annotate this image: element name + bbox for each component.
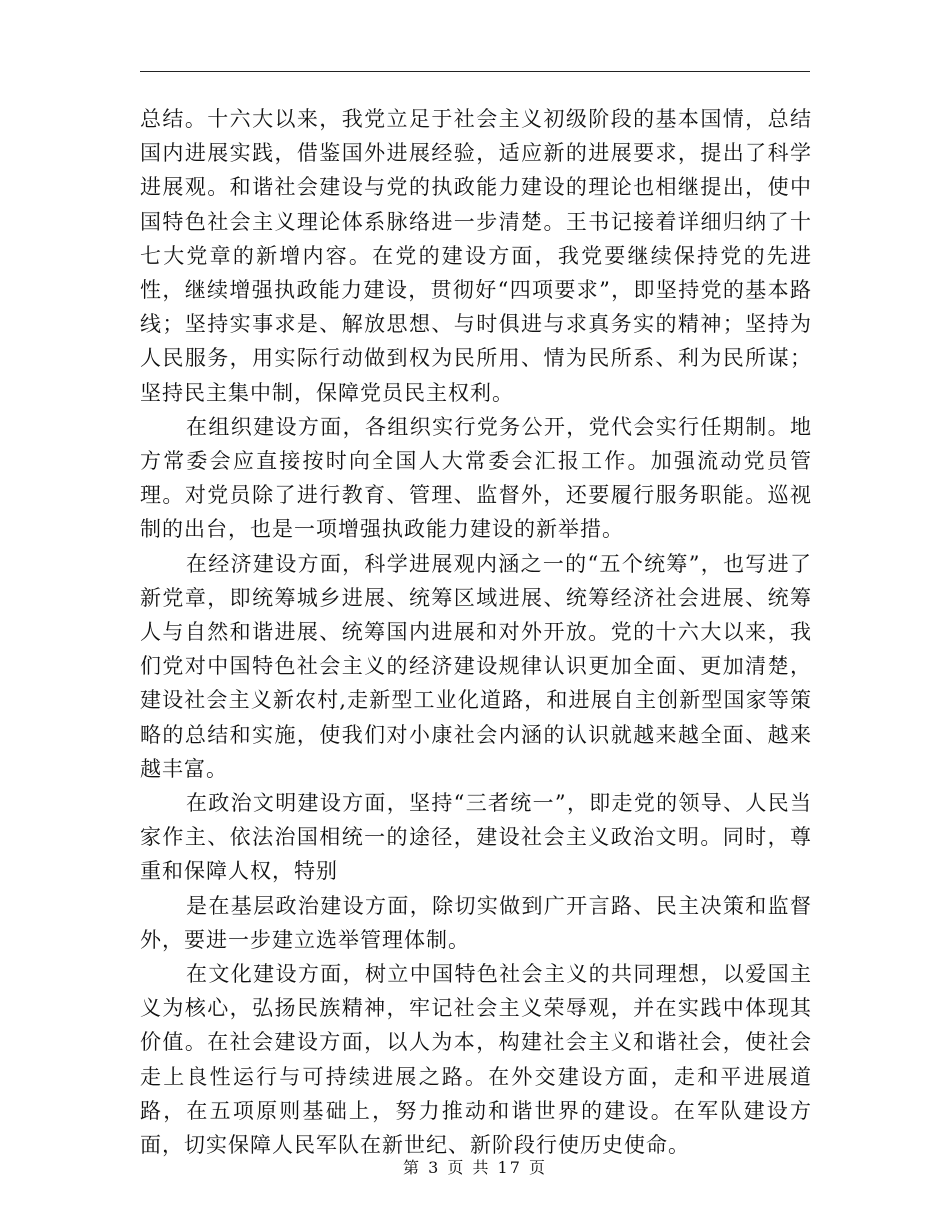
page-number: 第 3 页 共 17 页 <box>403 1158 547 1177</box>
body-text <box>140 102 812 1162</box>
paragraph-5: 是在基层政治建设方面，除切实做到广开言路、民主决策和监督外，要进一步建立选举管理体制。 <box>140 893 812 952</box>
paragraph-1: 总结。十六大以来，我党立足于社会主义初级阶段的基本国情，总结国内进展实践，借鉴国外进展经验，适应新的进展要求，提出了科学进展观。和谐社会建设与党的执政能力建设的理论也相继提出，使中国特色社会主义理论体系脉络进一步清楚。王书记接着详细归纳了十七大党章的新增内容。在党的建设方面，我党要继续保持党的先进性，继续增强执政能力建设，贯彻好“四项要求”，即坚持党的基本路线；坚持实事求是、解放思想、与时俱进与求真务实的精神；坚持为人民服务，用实际行动做到权为民所用、情为民所系、利为民所谋；坚持民主集中制，保障党员民主权利。 <box>140 107 812 405</box>
header-rule <box>140 71 810 72</box>
paragraph-6: 在文化建设方面，树立中国特色社会主义的共同理想，以爱国主义为核心，弘扬民族精神，牢记社会主义荣辱观，并在实践中体现其价值。在社会建设方面，以人为本，构建社会主义和谐社会，使社会走上良性运行与可持续进展之路。在外交建设方面，走和平进展道路，在五项原则基础上，努力推动和谐世界的建设。在军队建设方面，切实保障人民军队在新世纪、新阶段行使历史使命。 <box>140 962 812 1158</box>
paragraph-3: 在经济建设方面，科学进展观内涵之一的“五个统筹”，也写进了新党章，即统筹城乡进展、统筹区域进展、统筹经济社会进展、统筹人与自然和谐进展、统筹国内进展和对外开放。党的十六大以来，我们党对中国特色社会主义的经济建设规律认识更加全面、更加清楚，建设社会主义新农村,走新型工业化道路，和进展自主创新型国家等策略的总结和实施，使我们对小康社会内涵的认识就越来越全面、越来越丰富。 <box>140 551 812 781</box>
paragraph-4: 在政治文明建设方面，坚持“三者统一”，即走党的领导、人民当家作主、依法治国相统一的途径，建设社会主义政治文明。同时，尊重和保障人权，特别 <box>140 791 812 884</box>
paragraph-2: 在组织建设方面，各组织实行党务公开，党代会实行任期制。地方常委会应直接按时向全国人大常委会汇报工作。加强流动党员管理。对党员除了进行教育、管理、监督外，还要履行服务职能。巡视制的出台，也是一项增强执政能力建设的新举措。 <box>140 414 812 542</box>
